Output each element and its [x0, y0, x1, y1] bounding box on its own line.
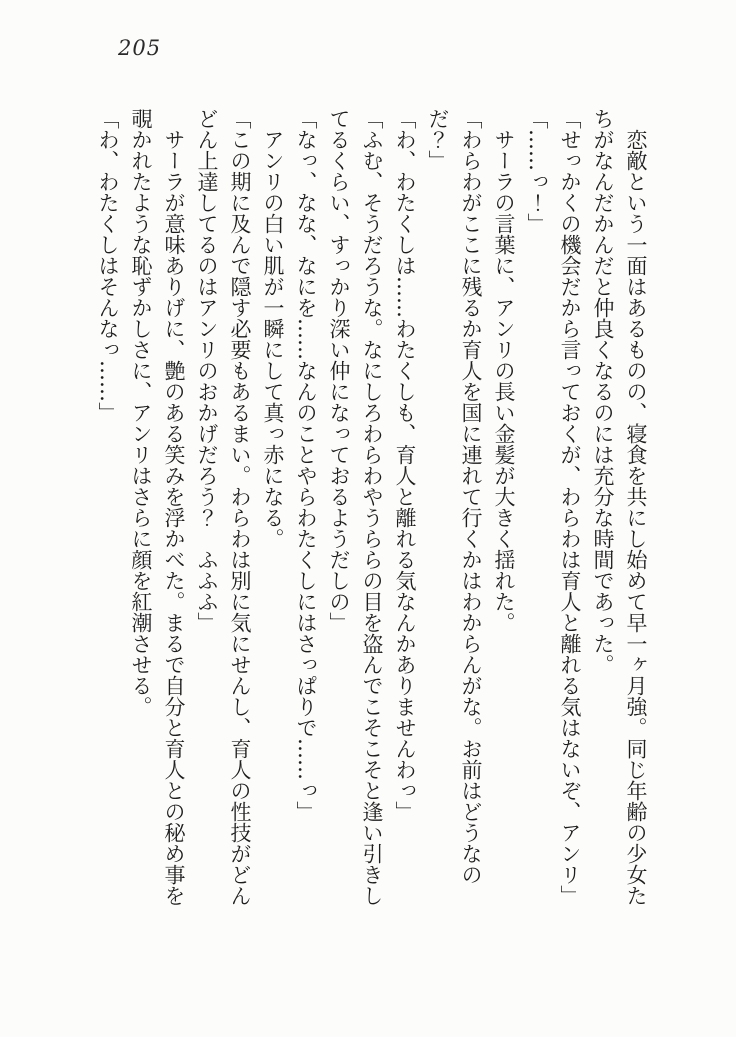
text-line: 「わ、わたくしは……わたくしも、育人と離れる気なんかありませんわっ」	[393, 108, 417, 822]
text-line: サーラが意味ありげに、艶のある笑みを浮かべた。まるで自分と育人との秘め事を	[162, 108, 186, 906]
text-line: だ？」	[426, 108, 450, 171]
body-text	[91, 108, 652, 928]
text-line: ちがなんだかんだと仲良くなるのには充分な時間であった。	[591, 108, 615, 675]
text-line: 「わらわがここに残るか育人を国に連れて行くかはわからんがな。お前はどうなの	[459, 108, 483, 885]
text-line: 「せっかくの機会だから言っておくが、わらわは育人と離れる気はないぞ、アンリ」	[558, 108, 582, 906]
text-line: 「……っ！」	[525, 108, 549, 234]
text-line: どん上達してるのはアンリのおかげだろう？ ふふふ」	[195, 108, 219, 633]
text-line: てるくらい、すっかり深い仲になっておるようだしの」	[327, 108, 351, 633]
text-line: 「わ、わたくしはそんなっ……」	[96, 108, 120, 423]
text-line: 恋敵という一面はあるものの、寝食を共にし始めて早一ヶ月強。同じ年齢の少女た	[624, 108, 648, 906]
page-number: 205	[118, 36, 162, 60]
text-line: 「ふむ、そうだろうな。なにしろわらわやうららの目を盗んでこそこそと逢い引きし	[360, 108, 384, 906]
text-line: 覗かれたような恥ずかしさに、アンリはさらに顔を紅潮させる。	[129, 108, 153, 717]
text-line: アンリの白い肌が一瞬にして真っ赤になる。	[261, 108, 285, 549]
text-line: 「なっ、なな、なにを……なんのことやらわたくしにはさっぱりで……っ」	[294, 108, 318, 822]
text-line: サーラの言葉に、アンリの長い金髪が大きく揺れた。	[492, 108, 516, 633]
text-line: 「この期に及んで隠す必要もあるまい。わらわは別に気にせんし、育人の性技がどん	[228, 108, 252, 906]
